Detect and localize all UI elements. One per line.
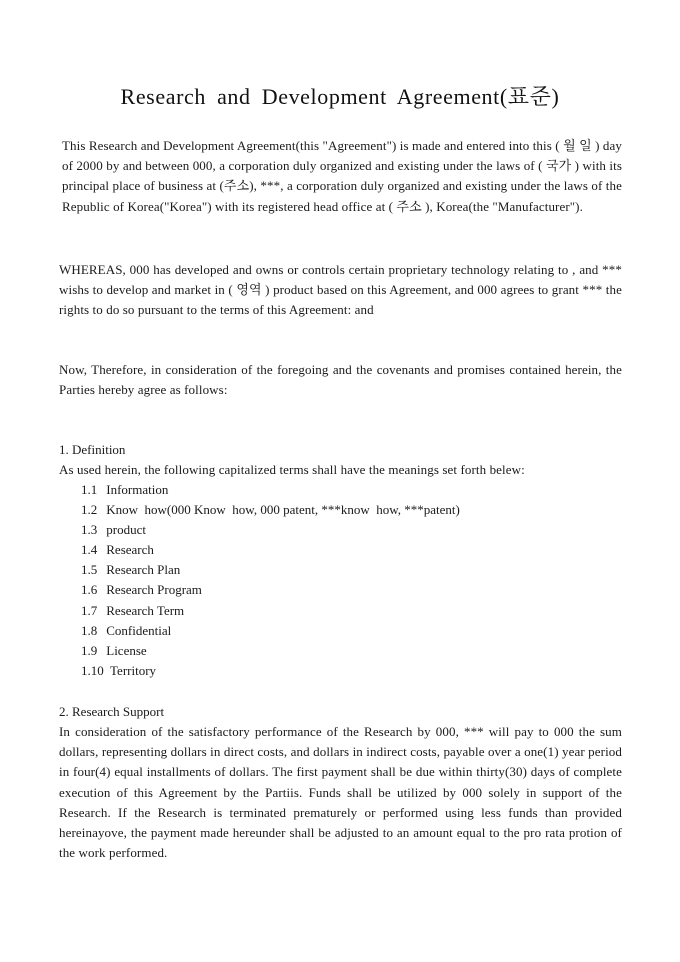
definition-number: 1.8 [81,622,98,638]
definition-number: 1.1 [81,482,98,497]
preamble-paragraph: This Research and Development Agreement(this "Agreement") is made and entered into this ( 월 일 ) day of 2000 by and between 000, a corporation duly organized and existing under the laws of ( 국가 ) with its principal place of business at (주소), ***, a corporation duly organized and existing under the laws of the Republic of Korea("Korea") with its registered head office at ( 주소 ), Korea(the "Manufacturer"). [62,138,622,214]
definition-item [81,480,460,500]
document-title: Research and Development Agreement(표준) [120,84,560,109]
definition-number: 1.3 [81,522,98,538]
definition-item [81,500,460,520]
section-2-body: In consideration of the satisfactory performance of the Research by 000, *** will pay to 000 the sum dollars, representing dollars in direct costs, and dollars in indirect costs, payable over a one(1) year period in four(4) equal installments of dollars. The first payment shall be due within thirty(30) days of complete execution of this Agreement by the Partiis. Funds shall be utilized by 000 solely in support of the Research. If the Research is terminated prematurely or performed using less funds than provided hereinayove, the payment made hereunder shall be adjusted to an amount equal to the pro rata protion of the work performed. [59,724,622,861]
definition-item [81,580,460,600]
definition-item [81,641,460,661]
definition-number: 1.6 [81,582,98,598]
definition-item [81,520,460,540]
definition-item [81,601,460,621]
definition-list [81,480,460,681]
definition-label: License [106,642,147,658]
definition-label: Information [106,482,169,497]
definition-label: product [106,522,146,538]
whereas-paragraph: WHEREAS, 000 has developed and owns or controls certain proprietary technology relating to , and *** wishs to develop and market in ( 영역 ) product based on this Agreement, and 000 agrees to grant *** the rights to do so pursuant to the terms of this Agreement: and [59,262,622,318]
definition-number: 1.9 [81,642,98,658]
definition-item [81,621,460,641]
definition-label: Confidential [106,622,172,638]
definition-label: Research Program [106,582,202,598]
definition-number: 1.10 [81,662,104,678]
section-2-heading: 2. Research Support [59,704,165,719]
definition-number: 1.7 [81,602,98,618]
definition-label: Research [106,542,154,558]
definition-number: 1.2 [81,502,98,518]
definition-label: Research Plan [106,562,181,578]
section-1-heading: 1. Definition [59,442,126,457]
definition-label: Territory [107,662,157,678]
definition-label: Know how(000 Know how, 000 patent, ***know how, ***patent) [106,502,460,518]
now-therefore-paragraph: Now, Therefore, in consideration of the foregoing and the covenants and promises contained herein, the Parties hereby agree as follows: [59,362,622,398]
definition-label: Research Term [106,602,185,618]
section-1-intro: As used herein, the following capitalized terms shall have the meanings set forth belew: [59,462,525,477]
definition-item [81,661,460,681]
definition-number: 1.5 [81,562,98,578]
definition-item [81,560,460,580]
definition-item [81,540,460,560]
definition-number: 1.4 [81,542,98,558]
